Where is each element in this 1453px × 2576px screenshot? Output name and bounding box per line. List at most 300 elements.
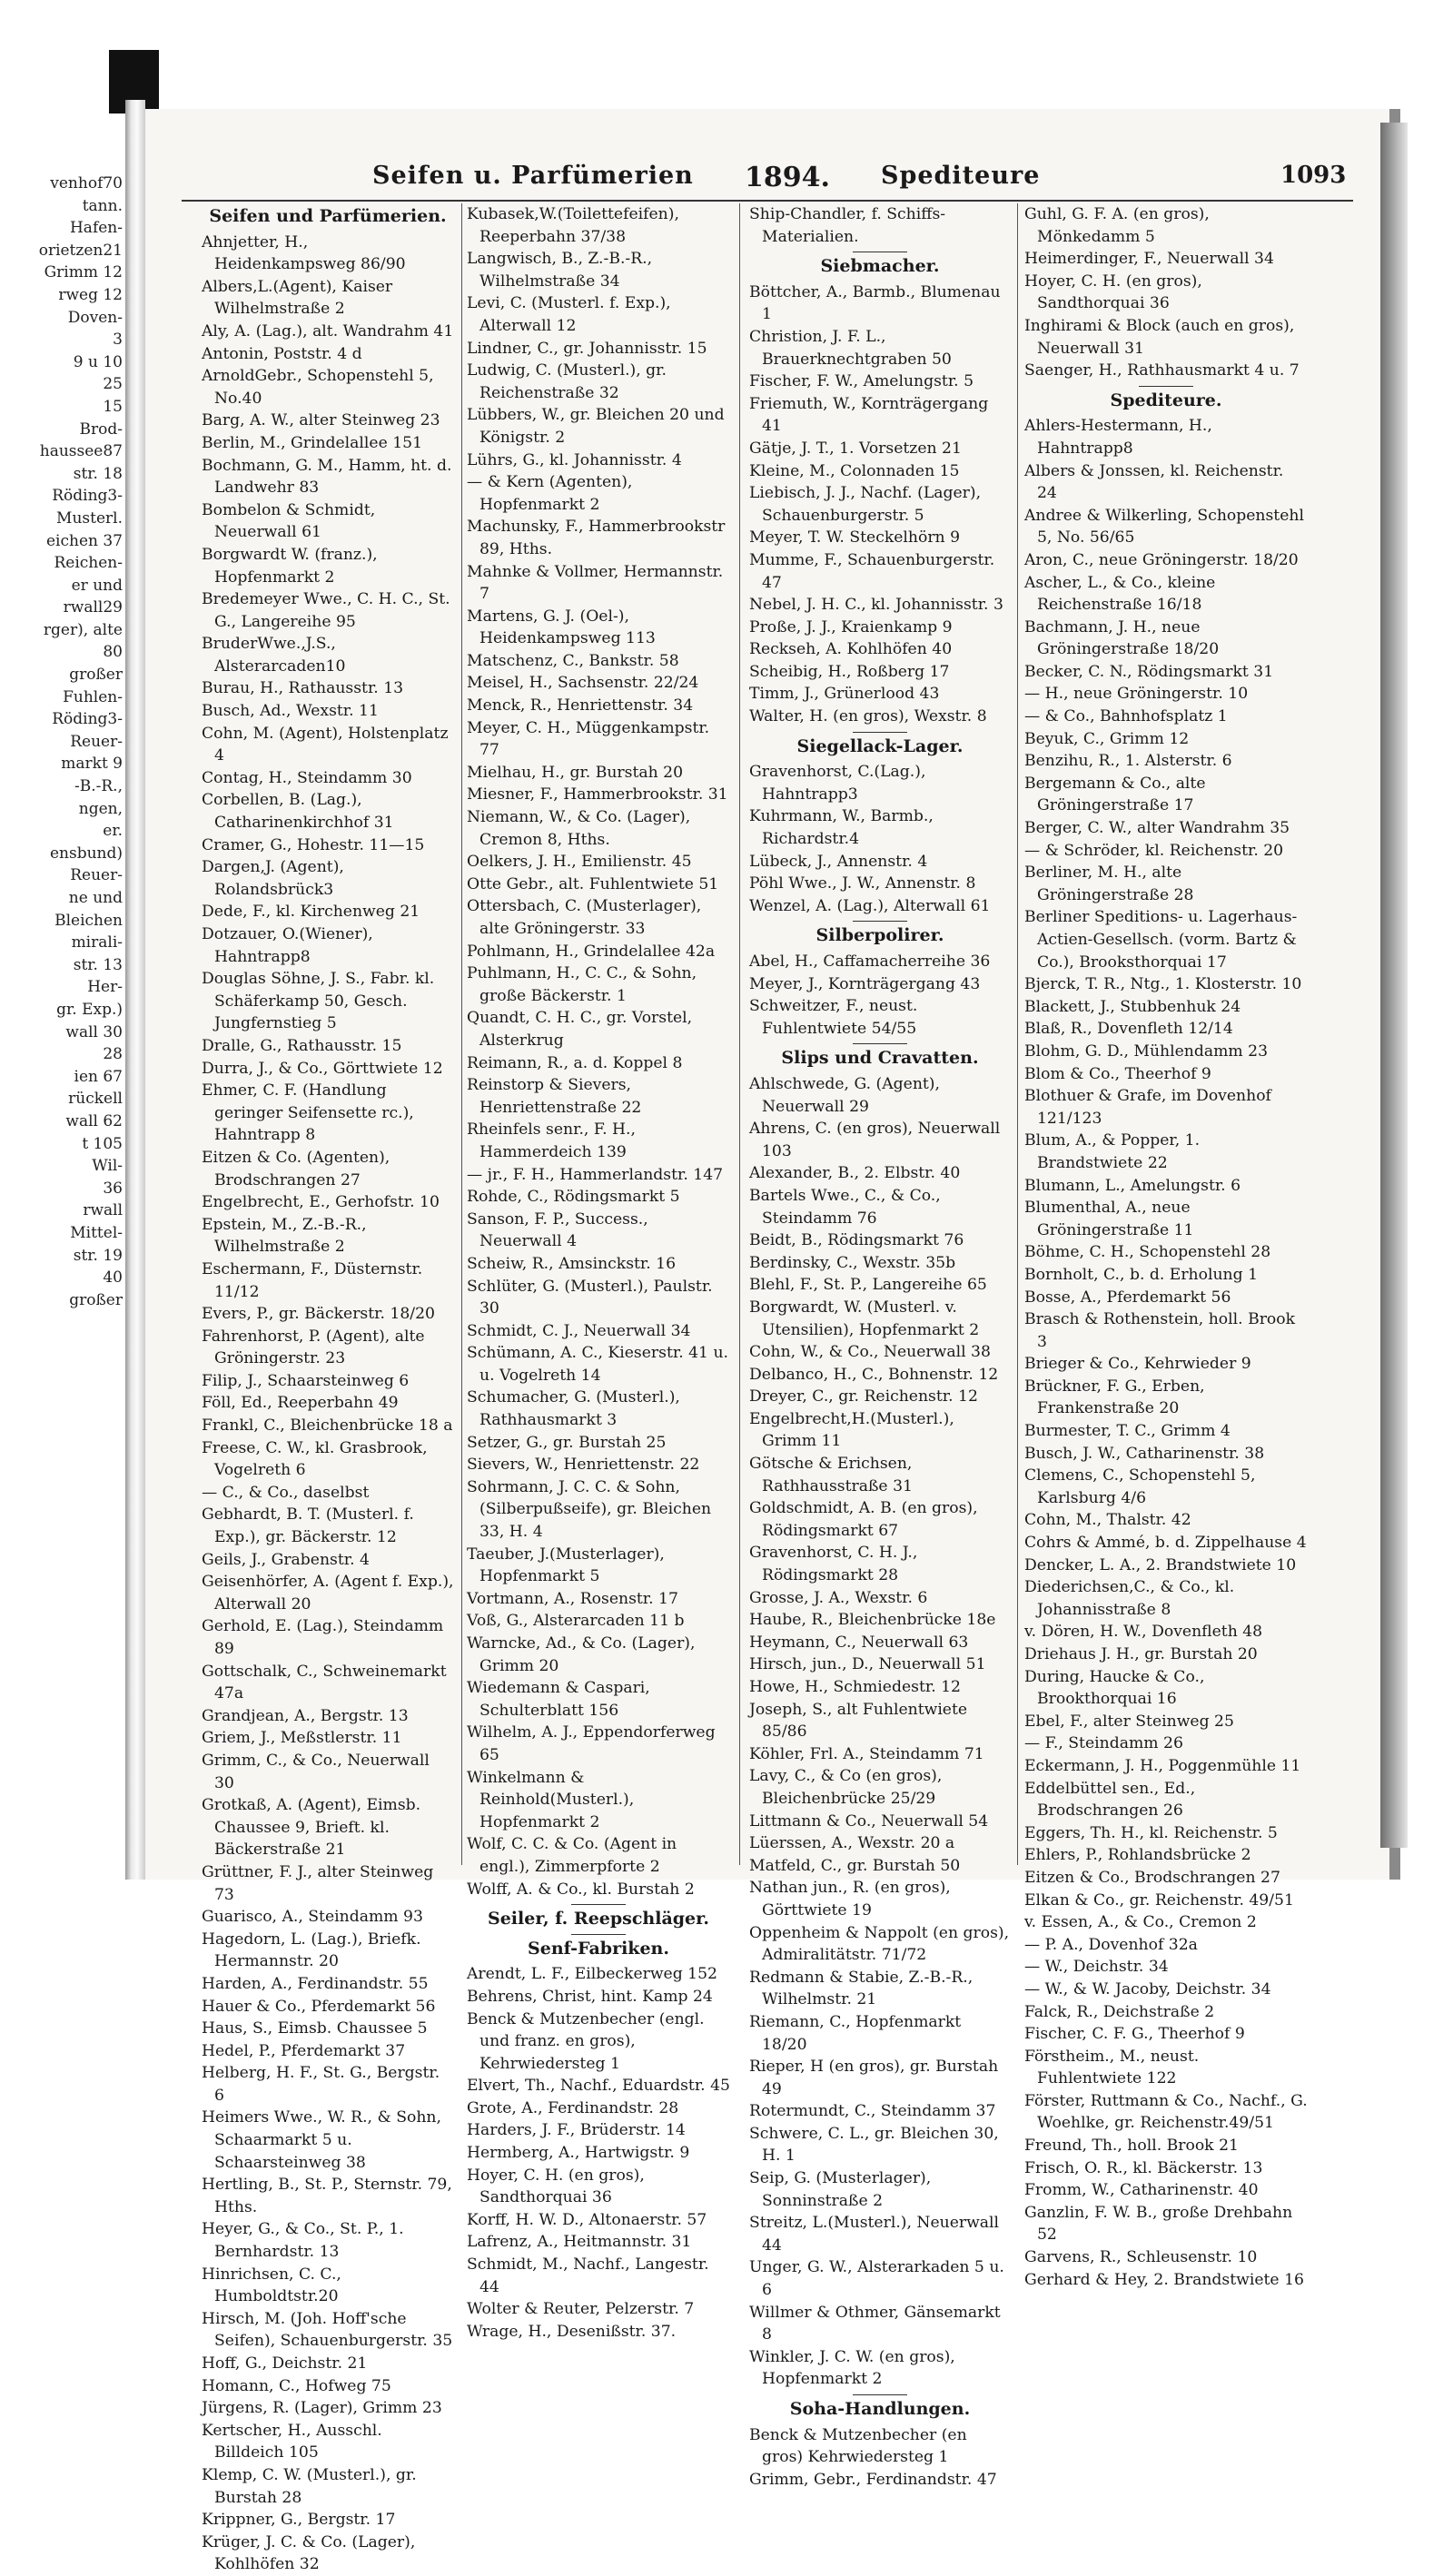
previous-page-line: rwall29 xyxy=(63,598,123,617)
directory-entry: — P. A., Dovenhof 32a xyxy=(1024,1935,1198,1954)
directory-entry: Winkelmann & Reinhold(Musterl.), Hopfenmarkt 2 xyxy=(467,1768,635,1831)
directory-entry: — & Schröder, kl. Reichenstr. 20 xyxy=(1024,841,1284,860)
previous-page-line: er und xyxy=(71,576,123,595)
directory-entry: Ludwig, C. (Musterl.), gr. Reichenstraße 32 xyxy=(467,361,667,402)
directory-entry: Brückner, F. G., Erben, Frankenstraße 20 xyxy=(1024,1377,1205,1418)
previous-page-line: t 105 xyxy=(82,1134,123,1153)
previous-page-line: str. 19 xyxy=(73,1246,123,1265)
directory-entry: Redmann & Stabie, Z.-B.-R., Wilhelmstr. 21 xyxy=(749,1968,974,2009)
directory-entry: Hauer & Co., Pferdemarkt 56 xyxy=(202,1997,436,2016)
running-header xyxy=(145,162,1389,198)
directory-entry: Wolf, C. C. & Co. (Agent in engl.), Zimmerpforte 2 xyxy=(467,1835,677,1876)
directory-entry: Engelbrecht,H.(Musterl.), Grimm 11 xyxy=(749,1409,954,1451)
directory-entry: Berlin, M., Grindelallee 151 xyxy=(202,433,423,452)
directory-entry: Heimers Wwe., W. R., & Sohn, Schaarmarkt 5 u. Schaarsteinweg 38 xyxy=(202,2108,441,2172)
directory-entry: Grimm, Gebr., Ferdinandstr. 47 xyxy=(749,2470,997,2489)
previous-page-line: Reuer- xyxy=(70,732,123,751)
directory-entry: Dreyer, C., gr. Reichenstr. 12 xyxy=(749,1387,978,1406)
previous-page-line: 3 xyxy=(113,331,123,350)
section-rule xyxy=(571,1934,626,1935)
previous-page-line: 15 xyxy=(103,397,123,416)
directory-entry: Hoyer, C. H. (en gros), Sandthorquai 36 xyxy=(1024,271,1202,313)
directory-entry: Gerhard & Hey, 2. Brandstwiete 16 xyxy=(1024,2270,1304,2289)
previous-page-line: Fuhlen- xyxy=(63,687,123,706)
previous-page-line: ne und xyxy=(68,889,123,907)
directory-entry: Lindner, C., gr. Johannisstr. 15 xyxy=(467,339,707,358)
directory-entry: Schumacher, G. (Musterl.), Rathhausmarkt 3 xyxy=(467,1388,680,1430)
directory-entry: Ahlschwede, G. (Agent), Neuerwall 29 xyxy=(749,1074,940,1116)
directory-entry: Joseph, S., alt Fuhlentwiete 85/86 xyxy=(749,1700,968,1742)
directory-entry: Saenger, H., Rathhausmarkt 4 u. 7 xyxy=(1024,361,1300,380)
column-1 xyxy=(202,203,454,2574)
directory-entry: Blackett, J., Stubbenhuk 24 xyxy=(1024,997,1241,1016)
directory-entry: Beyuk, C., Grimm 12 xyxy=(1024,729,1190,748)
directory-entry: Guhl, G. F. A. (en gros), Mönkedamm 5 xyxy=(1024,205,1210,246)
directory-entry: Grandjean, A., Bergstr. 13 xyxy=(202,1706,409,1725)
directory-entry: Bosse, A., Pferdemarkt 56 xyxy=(1024,1288,1231,1307)
previous-page-line: Her- xyxy=(87,978,123,997)
page-edge-shadow xyxy=(1380,123,1408,1848)
directory-entry: Meyer, T. W. Steckelhörn 9 xyxy=(749,528,961,548)
directory-entry: Taeuber, J.(Musterlager), Hopfenmarkt 5 xyxy=(467,1545,665,1586)
directory-entry: Nathan jun., R. (en gros), Görttwiete 19 xyxy=(749,1879,951,1920)
directory-entry: Meisel, H., Sachsenstr. 22/24 xyxy=(467,674,699,693)
directory-entry: Bergemann & Co., alte Gröningerstraße 17 xyxy=(1024,774,1206,815)
directory-entry: Miesner, F., Hammerbrookstr. 31 xyxy=(467,785,728,804)
directory-entry: Riemann, C., Hopfenmarkt 18/20 xyxy=(749,2012,962,2054)
directory-entry: Arendt, L. F., Eilbeckerweg 152 xyxy=(467,1965,717,1984)
directory-entry: Borgwardt, W. (Musterl. v. Utensilien), Hopfenmarkt 2 xyxy=(749,1298,980,1339)
directory-entry: Aly, A. (Lag.), alt. Wandrahm 41 xyxy=(202,321,454,341)
directory-entry: Bjerck, T. R., Ntg., 1. Klosterstr. 10 xyxy=(1024,975,1302,994)
previous-page-line: 28 xyxy=(103,1045,123,1064)
directory-entry: Hirsch, M. (Joh. Hoff'sche Seifen), Schauenburgerstr. 35 xyxy=(202,2309,453,2351)
directory-entry: Blom & Co., Theerhof 9 xyxy=(1024,1064,1211,1083)
directory-entry: Frisch, O. R., kl. Bäckerstr. 13 xyxy=(1024,2158,1263,2177)
directory-entry: Krüger, J. C. & Co. (Lager), Kohlhöfen 32 xyxy=(202,2532,416,2574)
section-rule xyxy=(853,1043,907,1044)
directory-entry: Wolff, A. & Co., kl. Burstah 2 xyxy=(467,1880,695,1899)
directory-entry: Eitzen & Co. (Agenten), Brodschrangen 27 xyxy=(202,1148,390,1189)
directory-entry: Wiedemann & Caspari, Schulterblatt 156 xyxy=(467,1679,650,1720)
directory-entry: Rieper, H (en gros), gr. Burstah 49 xyxy=(749,2058,999,2098)
directory-entry: Fahrenhorst, P. (Agent), alte Gröningerstr. 23 xyxy=(202,1327,425,1368)
directory-entry: Niemann, W., & Co. (Lager), Cremon 8, Hths. xyxy=(467,808,691,849)
directory-entry: Blohm, G. D., Mühlendamm 23 xyxy=(1024,1041,1269,1061)
directory-entry: Sanson, F. P., Success., Neuerwall 4 xyxy=(467,1209,648,1251)
directory-entry: Andree & Wilkerling, Schopenstehl 5, No. 56/65 xyxy=(1024,506,1304,548)
directory-entry: Jürgens, R. (Lager), Grimm 23 xyxy=(202,2399,442,2418)
directory-entry: Eddelbüttel sen., Ed., Brodschrangen 26 xyxy=(1024,1779,1196,1821)
directory-entry: Hedel, P., Pferdemarkt 37 xyxy=(202,2041,406,2060)
directory-entry: Ship-Chandler, f. Schiffs-Materialien. xyxy=(749,205,946,246)
previous-page-line: wall 62 xyxy=(65,1111,123,1130)
column-2 xyxy=(467,203,730,2341)
directory-entry: Beidt, B., Rödingsmarkt 76 xyxy=(749,1231,964,1250)
directory-entry: Götsche & Erichsen, Rathhausstraße 31 xyxy=(749,1455,913,1495)
previous-page-line: 40 xyxy=(103,1268,123,1288)
directory-entry: Heimerdinger, F., Neuerwall 34 xyxy=(1024,250,1274,269)
directory-entry: Kuhrmann, W., Barmb., Richardstr.4 xyxy=(749,807,934,849)
directory-entry: Durra, J., & Co., Görttwiete 12 xyxy=(202,1059,443,1078)
previous-page-line: ensbund) xyxy=(49,844,123,863)
directory-entry: Wrage, H., Desenißstr. 37. xyxy=(467,2322,677,2341)
header-right-title: Spediteure xyxy=(881,162,1041,190)
directory-entry: Matfeld, C., gr. Burstah 50 xyxy=(749,1856,961,1875)
section-heading: Slips und Cravatten. xyxy=(781,1048,979,1069)
directory-entry: Willmer & Othmer, Gänsemarkt 8 xyxy=(749,2303,1001,2344)
directory-entry: Busch, J. W., Catharinenstr. 38 xyxy=(1024,1444,1265,1463)
directory-entry: Oppenheim & Nappolt (en gros), Admiralitätstr. 71/72 xyxy=(749,1923,1010,1965)
directory-entry: Schwere, C. L., gr. Bleichen 30, H. 1 xyxy=(749,2124,999,2166)
directory-entry: Sievers, W., Henriettenstr. 22 xyxy=(467,1456,700,1475)
directory-entry: Abel, H., Caffamacherreihe 36 xyxy=(749,952,991,971)
previous-page-line: rwall xyxy=(83,1201,123,1220)
directory-entry: Warncke, Ad., & Co. (Lager), Grimm 20 xyxy=(467,1634,696,1675)
directory-entry: Freund, Th., holl. Brook 21 xyxy=(1024,2137,1239,2156)
directory-entry: Ehlers, P., Rohlandsbrücke 2 xyxy=(1024,1846,1251,1865)
directory-entry: Meyer, J., Kornträgergang 43 xyxy=(749,974,981,993)
directory-entry: Filip, J., Schaarsteinweg 6 xyxy=(202,1371,410,1390)
directory-entry: Ahlers-Hestermann, H., Hahntrapp8 xyxy=(1024,417,1212,458)
previous-page-line: Hafen- xyxy=(69,219,123,238)
directory-entry: Littmann & Co., Neuerwall 54 xyxy=(749,1811,989,1831)
directory-entry: Voß, G., Alsterarcaden 11 b xyxy=(467,1612,685,1631)
directory-entry: ArnoldGebr., Schopenstehl 5, No.40 xyxy=(202,367,434,408)
directory-entry: Berger, C. W., alter Wandrahm 35 xyxy=(1024,819,1290,838)
directory-entry: Walter, H. (en gros), Wexstr. 8 xyxy=(749,707,987,726)
previous-page-line: rückell xyxy=(68,1090,123,1109)
previous-page-line: Doven- xyxy=(67,308,123,327)
section-heading: Silberpolirer. xyxy=(815,925,944,946)
section-rule xyxy=(853,732,907,733)
directory-entry: Busch, Ad., Wexstr. 11 xyxy=(202,702,379,721)
directory-entry: Clemens, C., Schopenstehl 5, Karlsburg 4/6 xyxy=(1024,1466,1256,1507)
section-rule xyxy=(571,1904,626,1905)
book-spine xyxy=(125,100,145,1880)
previous-page-line: er. xyxy=(103,822,123,841)
directory-entry: Mumme, F., Schauenburgerstr. 47 xyxy=(749,550,995,592)
previous-page-line: mirali- xyxy=(71,933,123,952)
directory-entry: Blum, A., & Popper, 1. Brandstwiete 22 xyxy=(1024,1131,1201,1172)
directory-entry: Dotzauer, O.(Wiener), Hahntrapp8 xyxy=(202,925,373,966)
directory-entry: Brasch & Rothenstein, holl. Brook 3 xyxy=(1024,1310,1296,1351)
directory-entry: Ahrens, C. (en gros), Neuerwall 103 xyxy=(749,1120,1001,1160)
directory-entry: Machunsky, F., Hammerbrookstr 89, Hths. xyxy=(467,518,726,558)
directory-entry: Contag, H., Steindamm 30 xyxy=(202,768,412,787)
previous-page-line: haussee87 xyxy=(39,442,123,461)
directory-entry: Gravenhorst, C.(Lag.), Hahntrapp3 xyxy=(749,763,926,804)
directory-entry: Reckseh, A. Kohlhöfen 40 xyxy=(749,640,953,659)
section-heading: Seifen und Parfümerien. xyxy=(209,206,447,226)
directory-entry: Hirsch, jun., D., Neuerwall 51 xyxy=(749,1655,986,1674)
directory-entry: Benck & Mutzenbecher (engl. und franz. en gros), Kehrwiedersteg 1 xyxy=(467,2009,705,2073)
directory-entry: Wilhelm, A. J., Eppendorferweg 65 xyxy=(467,1723,716,1764)
previous-page-line: 80 xyxy=(103,643,123,662)
directory-entry: Driehaus J. H., gr. Burstah 20 xyxy=(1024,1645,1258,1663)
directory-entry: Dargen,J. (Agent), Rolandsbrück3 xyxy=(202,858,344,899)
directory-entry: Hermberg, A., Hartwigstr. 9 xyxy=(467,2144,690,2163)
directory-entry: Burmester, T. C., Grimm 4 xyxy=(1024,1422,1231,1441)
directory-entry: Blumenthal, A., neue Gröningerstraße 11 xyxy=(1024,1199,1194,1239)
directory-entry: Grote, A., Ferdinandstr. 28 xyxy=(467,2098,679,2117)
directory-entry: Howe, H., Schmiedestr. 12 xyxy=(749,1678,961,1696)
directory-entry: Harders, J. F., Brüderstr. 14 xyxy=(467,2121,686,2140)
previous-page-line: gr. Exp.) xyxy=(56,1000,123,1019)
section-rule xyxy=(1139,386,1193,387)
directory-entry: Bombelon & Schmidt, Neuerwall 61 xyxy=(202,500,376,542)
directory-entry: Puhlmann, H., C. C., & Sohn, große Bäckerstr. 1 xyxy=(467,964,697,1005)
directory-entry: Albers,L.(Agent), Kaiser Wilhelmstraße 2 xyxy=(202,277,393,319)
section-heading: Siebmacher. xyxy=(820,256,940,277)
columns xyxy=(202,203,1382,2574)
directory-entry: Gottschalk, C., Schweinemarkt 47a xyxy=(202,1662,447,1703)
directory-entry: Levi, C. (Musterl. f. Exp.), Alterwall 12 xyxy=(467,294,671,335)
directory-entry: Grüttner, F. J., alter Steinweg 73 xyxy=(202,1862,434,1904)
directory-entry: Heyer, G., & Co., St. P., 1. Bernhardstr. 13 xyxy=(202,2220,404,2262)
directory-entry: Albers & Jonssen, kl. Reichenstr. 24 xyxy=(1024,461,1284,503)
directory-entry: Bornholt, C., b. d. Erholung 1 xyxy=(1024,1265,1259,1284)
directory-entry: Blumann, L., Amelungstr. 6 xyxy=(1024,1176,1241,1195)
directory-entry: Sohrmann, J. C. C. & Sohn, (Silberpußseife), gr. Bleichen 33, H. 4 xyxy=(467,1477,712,1542)
directory-entry: Cohrs & Ammé, b. d. Zippelhause 4 xyxy=(1024,1534,1307,1553)
directory-entry: Winkler, J. C. W. (en gros), Hopfenmarkt 2 xyxy=(749,2347,955,2389)
directory-entry: Cohn, M., Thalstr. 42 xyxy=(1024,1511,1191,1530)
directory-entry: Reinstorp & Sievers, Henriettenstraße 22 xyxy=(467,1076,642,1117)
directory-entry: Engelbrecht, E., Gerhofstr. 10 xyxy=(202,1193,440,1212)
directory-entry: Harden, A., Ferdinandstr. 55 xyxy=(202,1974,429,1993)
directory-entry: Benck & Mutzenbecher (en gros) Kehrwiedersteg 1 xyxy=(749,2425,967,2467)
directory-entry: Fischer, C. F. G., Theerhof 9 xyxy=(1024,2025,1245,2044)
directory-entry: Lübbers, W., gr. Bleichen 20 und Königstr. 2 xyxy=(467,406,725,447)
directory-entry: Cohn, M. (Agent), Holstenplatz 4 xyxy=(202,724,449,765)
directory-entry: Brieger & Co., Kehrwieder 9 xyxy=(1024,1355,1251,1374)
previous-page-line: rger), alte xyxy=(43,620,123,639)
directory-entry: Epstein, M., Z.-B.-R., Wilhelmstraße 2 xyxy=(202,1215,367,1257)
directory-entry: Bredemeyer Wwe., C. H. C., St. G., Langereihe 95 xyxy=(202,590,450,631)
directory-entry: Lübeck, J., Annenstr. 4 xyxy=(749,852,928,871)
directory-entry: Wolter & Reuter, Pelzerstr. 7 xyxy=(467,2300,695,2319)
directory-entry: Otte Gebr., alt. Fuhlentwiete 51 xyxy=(467,874,719,893)
directory-entry: Dede, F., kl. Kirchenweg 21 xyxy=(202,903,420,922)
directory-entry: Freese, C. W., kl. Grasbrook, Vogelreth 6 xyxy=(202,1438,428,1480)
previous-page-line: Wil- xyxy=(92,1157,123,1176)
directory-entry: — W., Deichstr. 34 xyxy=(1024,1958,1169,1977)
directory-entry: Christion, J. F. L., Brauerknechtgraben 50 xyxy=(749,327,952,369)
directory-entry: Blothuer & Grafe, im Dovenhof 121/123 xyxy=(1024,1087,1271,1128)
directory-entry: Hertling, B., St. P., Sternstr. 79, Hths. xyxy=(202,2176,452,2216)
directory-entry: Seip, G. (Musterlager), Sonninstraße 2 xyxy=(749,2169,932,2210)
column-4 xyxy=(1024,203,1308,2289)
previous-page-line: eichen 37 xyxy=(45,531,123,550)
column-divider xyxy=(739,203,740,1865)
directory-entry: Cramer, G., Hohestr. 11—15 xyxy=(202,835,425,854)
directory-entry: Lavy, C., & Co (en gros), Bleichenbrücke 25/29 xyxy=(749,1767,943,1808)
previous-page-line: Reichen- xyxy=(54,554,123,573)
previous-page-line: Reuer- xyxy=(70,866,123,885)
directory-entry: Douglas Söhne, J. S., Fabr. kl. Schäferkamp 50, Gesch. Jungfernstieg 5 xyxy=(202,970,435,1033)
directory-entry: Mahnke & Vollmer, Hermannstr. 7 xyxy=(467,562,724,604)
section-rule xyxy=(853,2394,907,2395)
section-heading: Seiler, f. Reepschläger. xyxy=(487,1909,710,1930)
directory-entry: Streitz, L.(Musterl.), Neuerwall 44 xyxy=(749,2214,1000,2255)
directory-entry: Martens, G. J. (Oel-), Heidenkampsweg 113 xyxy=(467,607,656,648)
directory-entry: Ahnjetter, H., Heidenkampsweg 86/90 xyxy=(202,232,406,274)
previous-page-line: großer xyxy=(69,666,123,685)
directory-page xyxy=(145,109,1400,2574)
section-heading: Siegellack-Lager. xyxy=(796,735,964,756)
directory-entry: — F., Steindamm 26 xyxy=(1024,1734,1183,1753)
header-year: 1894. xyxy=(745,162,830,193)
directory-entry: Falck, R., Deichstraße 2 xyxy=(1024,2002,1215,2021)
previous-page-line: wall 30 xyxy=(65,1022,123,1041)
previous-page-line: -B.-R., xyxy=(74,777,123,796)
directory-entry: Diederichsen,C., & Co., kl. Johannisstraße 8 xyxy=(1024,1578,1235,1619)
directory-entry: Vortmann, A., Rosenstr. 17 xyxy=(467,1589,678,1608)
directory-entry: v. Dören, H. W., Dovenfleth 48 xyxy=(1024,1623,1263,1642)
directory-entry: Eschermann, F., Düsternstr. 11/12 xyxy=(202,1259,423,1301)
previous-page-line: venhof70 xyxy=(50,174,123,192)
directory-entry: Garvens, R., Schleusenstr. 10 xyxy=(1024,2248,1258,2267)
directory-entry: Köhler, Frl. A., Steindamm 71 xyxy=(749,1744,984,1763)
directory-entry: Bochmann, G. M., Hamm, ht. d. Landwehr 83 xyxy=(202,456,452,498)
directory-entry: Wenzel, A. (Lag.), Alterwall 61 xyxy=(749,896,991,915)
column-divider xyxy=(1017,203,1018,1865)
directory-entry: Hinrichsen, C. C., Humboldtstr.20 xyxy=(202,2265,341,2306)
previous-page-line: Röding3- xyxy=(52,710,123,729)
column-divider xyxy=(461,203,462,1865)
directory-entry: Hoyer, C. H. (en gros), Sandthorquai 36 xyxy=(467,2166,645,2207)
directory-entry: Eitzen & Co., Brodschrangen 27 xyxy=(1024,1868,1280,1887)
previous-page-line: ien 67 xyxy=(74,1067,123,1086)
directory-entry: Förster, Ruttmann & Co., Nachf., G. Woehlke, gr. Reichenstr.49/51 xyxy=(1024,2091,1308,2133)
directory-entry: Aron, C., neue Gröningerstr. 18/20 xyxy=(1024,550,1299,569)
directory-entry: Gätje, J. T., 1. Vorsetzen 21 xyxy=(749,439,962,458)
directory-entry: — C., & Co., daselbst xyxy=(202,1483,370,1502)
directory-entry: — H., neue Gröningerstr. 10 xyxy=(1024,685,1249,704)
directory-entry: Krippner, G., Bergstr. 17 xyxy=(202,2511,396,2530)
directory-entry: Schlüter, G. (Musterl.), Paulstr. 30 xyxy=(467,1277,713,1318)
directory-entry: Burau, H., Rathausstr. 13 xyxy=(202,679,404,698)
directory-entry: Lafrenz, A., Heitmannstr. 31 xyxy=(467,2233,692,2252)
directory-entry: Geils, J., Grabenstr. 4 xyxy=(202,1550,370,1569)
directory-entry: Ganzlin, F. W. B., große Drehbahn 52 xyxy=(1024,2203,1293,2245)
previous-page-line: Musterl. xyxy=(56,508,123,528)
directory-entry: Klemp, C. W. (Musterl.), gr. Burstah 28 xyxy=(202,2465,417,2507)
directory-entry: Inghirami & Block (auch en gros), Neuerwall 31 xyxy=(1024,316,1295,358)
directory-entry: — & Co., Bahnhofsplatz 1 xyxy=(1024,707,1228,726)
directory-entry: Scheiw, R., Amsinckstr. 16 xyxy=(467,1254,677,1273)
previous-page-fragment xyxy=(0,173,123,1807)
directory-entry: Elvert, Th., Nachf., Eduardstr. 45 xyxy=(467,2077,730,2096)
directory-entry: Berdinsky, C., Wexstr. 35b xyxy=(749,1253,956,1272)
directory-entry: Schmidt, C. J., Neuerwall 34 xyxy=(467,1321,691,1340)
previous-page-line: großer xyxy=(69,1290,123,1309)
directory-entry: Blaß, R., Dovenfleth 12/14 xyxy=(1024,1020,1233,1039)
previous-page-line: 25 xyxy=(103,375,123,394)
directory-entry: Pöhl Wwe., J. W., Annenstr. 8 xyxy=(749,874,976,893)
directory-entry: Benzihu, R., 1. Alsterstr. 6 xyxy=(1024,752,1232,771)
directory-entry: Helberg, H. F., St. G., Bergstr. 6 xyxy=(202,2064,440,2105)
directory-entry: Haube, R., Bleichenbrücke 18e xyxy=(749,1611,996,1630)
directory-entry: Friemuth, W., Kornträgergang 41 xyxy=(749,394,989,436)
directory-entry: Schmidt, M., Nachf., Langestr. 44 xyxy=(467,2255,709,2296)
directory-entry: Föll, Ed., Reeperbahn 49 xyxy=(202,1394,399,1413)
directory-entry: Menck, R., Henriettenstr. 34 xyxy=(467,696,694,716)
previous-page-line: Brod- xyxy=(79,419,123,439)
section-heading: Spediteure. xyxy=(1110,390,1222,410)
previous-page-line: orietzen21 xyxy=(38,241,123,260)
directory-entry: Heymann, C., Neuerwall 63 xyxy=(749,1633,969,1652)
directory-entry: Gerhold, E. (Lag.), Steindamm 89 xyxy=(202,1617,444,1658)
directory-entry: Lüerssen, A., Wexstr. 20 a xyxy=(749,1834,955,1853)
directory-entry: Reimann, R., a. d. Koppel 8 xyxy=(467,1053,683,1072)
previous-page-line: ngen, xyxy=(78,799,123,818)
directory-entry: Grimm, C., & Co., Neuerwall 30 xyxy=(202,1751,430,1792)
directory-entry: Ottersbach, C. (Musterlager), alte Gröningerstr. 33 xyxy=(467,897,702,938)
previous-page-line: tann. xyxy=(82,196,123,215)
directory-entry: Barg, A. W., alter Steinweg 23 xyxy=(202,411,440,430)
directory-entry: Fischer, F. W., Amelungstr. 5 xyxy=(749,372,974,391)
directory-entry: Fromm, W., Catharinenstr. 40 xyxy=(1024,2181,1259,2200)
previous-page-line: 36 xyxy=(103,1179,123,1198)
directory-entry: Kleine, M., Colonnaden 15 xyxy=(749,461,960,480)
directory-entry: Quandt, C. H. C., gr. Vorstel, Alsterkrug xyxy=(467,1009,693,1050)
directory-entry: Rotermundt, C., Steindamm 37 xyxy=(749,2102,996,2121)
directory-entry: Becker, C. N., Rödingsmarkt 31 xyxy=(1024,662,1274,681)
directory-entry: Kertscher, H., Ausschl. Billdeich 105 xyxy=(202,2421,382,2462)
directory-entry: Dralle, G., Rathausstr. 15 xyxy=(202,1036,402,1055)
directory-entry: Böhme, C. H., Schopenstehl 28 xyxy=(1024,1243,1271,1262)
previous-page-line: 9 u 10 xyxy=(73,352,123,371)
directory-entry: Hagedorn, L. (Lag.), Briefk. Hermannstr. 20 xyxy=(202,1930,421,1971)
directory-entry: Meyer, C. H., Müggenkampstr. 77 xyxy=(467,718,710,760)
directory-entry: Unger, G. W., Alsterarkaden 5 u. 6 xyxy=(749,2258,1004,2300)
directory-entry: Setzer, G., gr. Burstah 25 xyxy=(467,1433,667,1452)
directory-entry: Langwisch, B., Z.-B.-R., Wilhelmstraße 34 xyxy=(467,250,653,291)
directory-entry: Grotkaß, A. (Agent), Eimsb. Chaussee 9, Brieft. kl. Bäckerstraße 21 xyxy=(202,1796,421,1860)
directory-entry: Homann, C., Hofweg 75 xyxy=(202,2376,391,2395)
directory-entry: Dencker, L. A., 2. Brandstwiete 10 xyxy=(1024,1555,1297,1574)
section-rule xyxy=(853,921,907,922)
directory-entry: Matschenz, C., Bankstr. 58 xyxy=(467,651,679,670)
directory-entry: Böttcher, A., Barmb., Blumenau 1 xyxy=(749,282,1001,324)
directory-entry: Grosse, J. A., Wexstr. 6 xyxy=(749,1588,928,1607)
directory-entry: Frankl, C., Bleichenbrücke 18 a xyxy=(202,1416,453,1436)
section-heading: Senf-Fabriken. xyxy=(528,1938,669,1959)
directory-entry: Blehl, F., St. P., Langereihe 65 xyxy=(749,1276,987,1295)
directory-entry: Eckermann, J. H., Poggenmühle 11 xyxy=(1024,1756,1301,1775)
directory-entry: Hoff, G., Deichstr. 21 xyxy=(202,2354,368,2373)
directory-entry: Rheinfels senr., F. H., Hammerdeich 139 xyxy=(467,1120,636,1161)
previous-page-line: markt 9 xyxy=(61,755,123,774)
directory-entry: Bartels Wwe., C., & Co., Steindamm 76 xyxy=(749,1186,941,1228)
header-rule xyxy=(182,200,1353,202)
directory-entry: Corbellen, B. (Lag.), Catharinenkirchhof 31 xyxy=(202,791,394,833)
header-left-title: Seifen u. Parfümerien xyxy=(372,162,694,190)
directory-entry: Evers, P., gr. Bäckerstr. 18/20 xyxy=(202,1305,435,1324)
directory-entry: Scheibig, H., Roßberg 17 xyxy=(749,662,950,681)
directory-entry: — jr., F. H., Hammerlandstr. 147 xyxy=(467,1165,724,1184)
directory-entry: Nebel, J. H. C., kl. Johannisstr. 3 xyxy=(749,596,1003,615)
directory-entry: Timm, J., Grünerlood 43 xyxy=(749,685,940,704)
directory-entry: During, Haucke & Co., Brookthorquai 16 xyxy=(1024,1667,1205,1709)
directory-entry: Berliner Speditions- u. Lagerhaus-Actien-Gesellsch. (vorm. Bartz & Co.), Brooksthorquai 17 xyxy=(1024,908,1298,972)
directory-entry: Schweitzer, F., neust. Fuhlentwiete 54/55 xyxy=(749,997,918,1038)
directory-entry: Haus, S., Eimsb. Chaussee 5 xyxy=(202,2019,428,2038)
directory-entry: Mielhau, H., gr. Burstah 20 xyxy=(467,763,684,782)
previous-page-line: Grimm 12 xyxy=(44,263,123,282)
